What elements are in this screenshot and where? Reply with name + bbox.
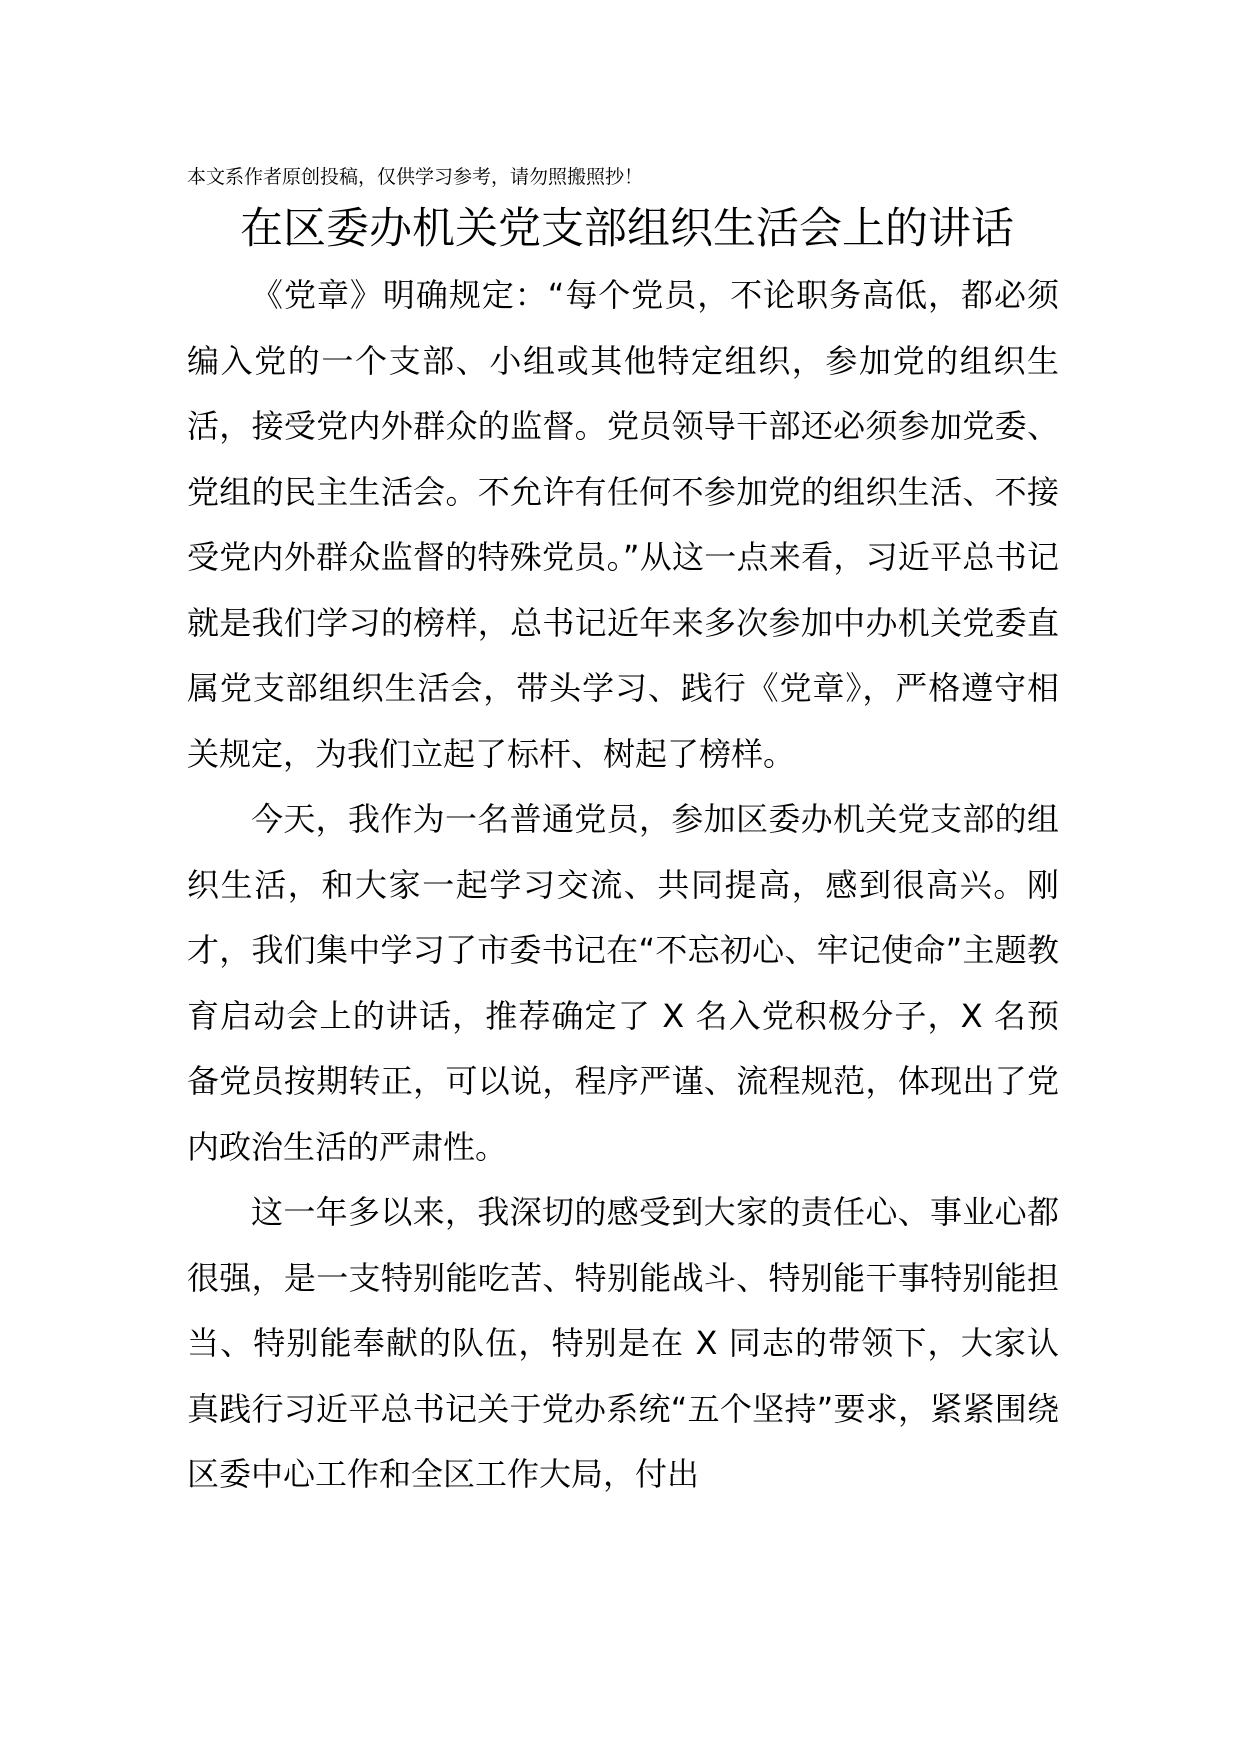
document-body	[187, 263, 1059, 1508]
paragraph: 这一年多以来，我深切的感受到大家的责任心、事业心都很强，是一支特别能吃苦、特别能战斗、特别能干事特别能担当、特别能奉献的队伍，特别是在 X 同志的带领下，大家认真践行习近平总书记关于党办系统“五个坚持”要求，紧紧围绕区委中心工作和全区工作大局，付出	[187, 1193, 1059, 1493]
paragraph: 《党章》明确规定：“每个党员，不论职务高低，都必须编入党的一个支部、小组或其他特定组织，参加党的组织生活，接受党内外群众的监督。党员领导干部还必须参加党委、党组的民主生活会。不允许有任何不参加党的组织生活、不接受党内外群众监督的特殊党员。”从这一点来看，习近平总书记就是我们学习的榜样，总书记近年来多次参加中办机关党委直属党支部组织生活会，带头学习、践行《党章》，严格遵守相关规定，为我们立起了标杆、树起了榜样。	[187, 276, 1059, 773]
copyright-notice: 本文系作者原创投稿，仅供学习参考，请勿照搬照抄！	[187, 166, 644, 188]
paragraph: 今天，我作为一名普通党员，参加区委办机关党支部的组织生活，和大家一起学习交流、共同提高，感到很高兴。刚才，我们集中学习了市委书记在“不忘初心、牢记使命”主题教育启动会上的讲话，推荐确定了 X 名入党积极分子，X 名预备党员按期转正，可以说，程序严谨、流程规范，体现出了党内政治生活的严肃性。	[187, 800, 1059, 1166]
document-title: 在区委办机关党支部组织生活会上的讲话	[240, 204, 1014, 254]
